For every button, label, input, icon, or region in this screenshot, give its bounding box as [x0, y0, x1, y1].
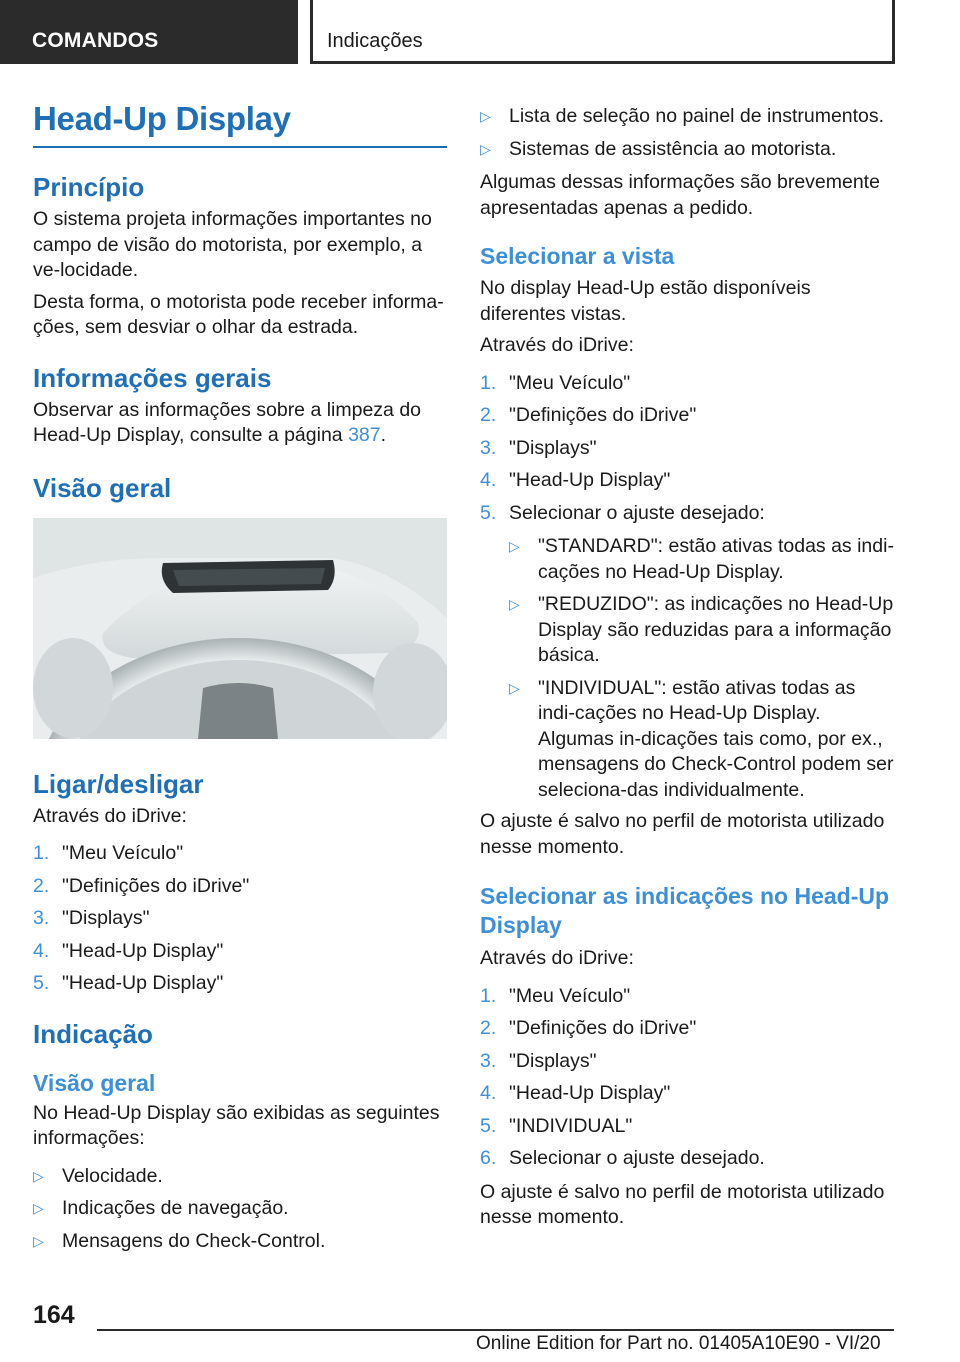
list-item: ▷ Lista de seleção no painel de instrumentos.	[480, 104, 894, 130]
info-gerais-sentence: Observar as informações sobre a limpeza do Head-Up Display, consulte a página	[33, 398, 422, 446]
step-text: Selecionar o ajuste desejado:	[509, 501, 765, 524]
list-item	[480, 1146, 894, 1172]
step-number: 3.	[480, 436, 497, 459]
list-item	[480, 403, 894, 429]
step-text: "Meu Veículo"	[509, 371, 631, 394]
step-number: 5.	[33, 972, 50, 994]
hud-photo	[33, 518, 447, 739]
info-gerais-period: .	[380, 424, 387, 446]
list-item	[33, 939, 447, 965]
step-number: 5.	[480, 501, 497, 524]
list-item: ▷ Sistemas de assistência ao motorista.	[480, 137, 894, 163]
chapter-tab: Indicações	[310, 0, 895, 64]
info-gerais-text	[33, 398, 447, 449]
heading-info-gerais: Informações gerais	[33, 362, 272, 393]
left-column	[33, 100, 447, 1254]
list-item	[480, 436, 894, 462]
step-text: "Displays"	[62, 907, 150, 929]
principio-text-1: O sistema projeta informações importantes no campo de visão do motorista, por exemplo, a ve-locidade.	[33, 208, 432, 281]
indicacao-intro: No Head-Up Display são exibidas as seguintes informações:	[33, 1101, 440, 1149]
heading-indicacao-visao-geral: Visão geral	[33, 1069, 156, 1096]
list-item	[480, 1081, 894, 1107]
step-number: 2.	[480, 1017, 497, 1039]
heading-selecionar-vista: Selecionar a vista	[480, 243, 675, 269]
list-item	[33, 906, 447, 932]
list-item: ▷ Indicações de navegação.	[33, 1196, 447, 1222]
footer-divider	[97, 1329, 894, 1331]
heading-selecionar-indicacoes: Selecionar as indicações no Head-Up Display	[480, 883, 890, 938]
list-item: ▷ Mensagens do Check-Control.	[33, 1229, 447, 1255]
continued-bullets	[480, 104, 894, 162]
step-text: "Displays"	[509, 1049, 597, 1072]
step-text: Selecionar o ajuste desejado.	[509, 1147, 765, 1169]
note-text: Algumas dessas informações são brevemente apresentadas apenas a pedido.	[480, 171, 880, 219]
step-text: "Definições do iDrive"	[509, 404, 697, 426]
list-item	[480, 468, 894, 494]
page-number: 164	[33, 1301, 75, 1329]
step-number: 4.	[480, 1082, 497, 1104]
step-number: 2.	[480, 404, 497, 426]
edition-note: Online Edition for Part no. 01405A10E90 - VI/20	[476, 1333, 881, 1354]
list-item	[33, 841, 447, 867]
step-text: "Head-Up Display"	[509, 1082, 671, 1104]
list-item	[480, 1016, 894, 1042]
heading-ligar-desligar: Ligar/desligar	[33, 768, 204, 799]
selecionar-intro: Através do iDrive:	[480, 947, 634, 969]
step-text: "Meu Veículo"	[62, 842, 184, 864]
step-number: 4.	[33, 939, 50, 962]
step-number: 4.	[480, 469, 497, 491]
list-item	[480, 1049, 894, 1075]
vista-options	[509, 534, 894, 803]
step-number: 1.	[480, 984, 497, 1007]
list-item	[33, 971, 447, 997]
option-reduzido: ▷ "REDUZIDO": as indicações no Head-Up Display são reduzidas para a informação básica.	[509, 592, 894, 669]
vista-text: No display Head-Up estão disponíveis diferentes vistas.	[480, 277, 811, 325]
hud-illustration	[33, 518, 447, 739]
vista-steps	[480, 371, 894, 804]
step-text: "INDIVIDUAL"	[509, 1114, 633, 1137]
section-tab: COMANDOS	[0, 0, 298, 64]
heading-principio: Princípio	[33, 172, 145, 202]
step-text: "Head-Up Display"	[62, 972, 224, 994]
principio-text-2: Desta forma, o motorista pode receber informa-ções, sem desviar o olhar da estrada.	[33, 290, 444, 338]
step-number: 3.	[33, 907, 50, 929]
step-text: "Displays"	[509, 436, 597, 459]
list-item	[480, 984, 894, 1010]
step-text: "Meu Veículo"	[509, 984, 631, 1007]
list-item: ▷ Velocidade.	[33, 1164, 447, 1190]
list-item	[480, 371, 894, 397]
step-number: 2.	[33, 874, 50, 897]
indicacao-bullets	[33, 1164, 447, 1255]
selecionar-steps	[480, 984, 894, 1172]
step-number: 5.	[480, 1114, 497, 1137]
step-number: 6.	[480, 1147, 497, 1169]
step-text: "Head-Up Display"	[509, 469, 671, 491]
step-text: "Head-Up Display"	[62, 939, 224, 962]
ligar-steps	[33, 841, 447, 997]
step-number: 3.	[480, 1049, 497, 1072]
ligar-intro: Através do iDrive:	[33, 804, 187, 827]
option-standard: ▷ "STANDARD": estão ativas todas as indi-cações no Head-Up Display.	[509, 534, 894, 585]
vista-saved: O ajuste é salvo no perfil de motorista utilizado nesse momento.	[480, 810, 885, 858]
step-number: 1.	[33, 842, 50, 864]
list-item	[33, 874, 447, 900]
heading-visao-geral: Visão geral	[33, 472, 172, 503]
right-column	[480, 104, 894, 1231]
list-item	[480, 501, 894, 804]
heading-indicacao: Indicação	[33, 1018, 153, 1049]
page-title: Head-Up Display	[33, 100, 447, 148]
step-number: 1.	[480, 371, 497, 394]
page-link[interactable]: 387	[348, 424, 381, 446]
step-text: "Definições do iDrive"	[62, 874, 250, 897]
vista-intro: Através do iDrive:	[480, 334, 634, 356]
option-individual: ▷ "INDIVIDUAL": estão ativas todas as indi-cações no Head-Up Display. Algumas in-dicações tais como, por ex., mensagens do Check-Control podem ser seleciona-das individualmente.	[509, 676, 894, 804]
list-item	[480, 1114, 894, 1140]
selecionar-saved: O ajuste é salvo no perfil de motorista utilizado nesse momento.	[480, 1180, 885, 1228]
step-text: "Definições do iDrive"	[509, 1017, 697, 1039]
